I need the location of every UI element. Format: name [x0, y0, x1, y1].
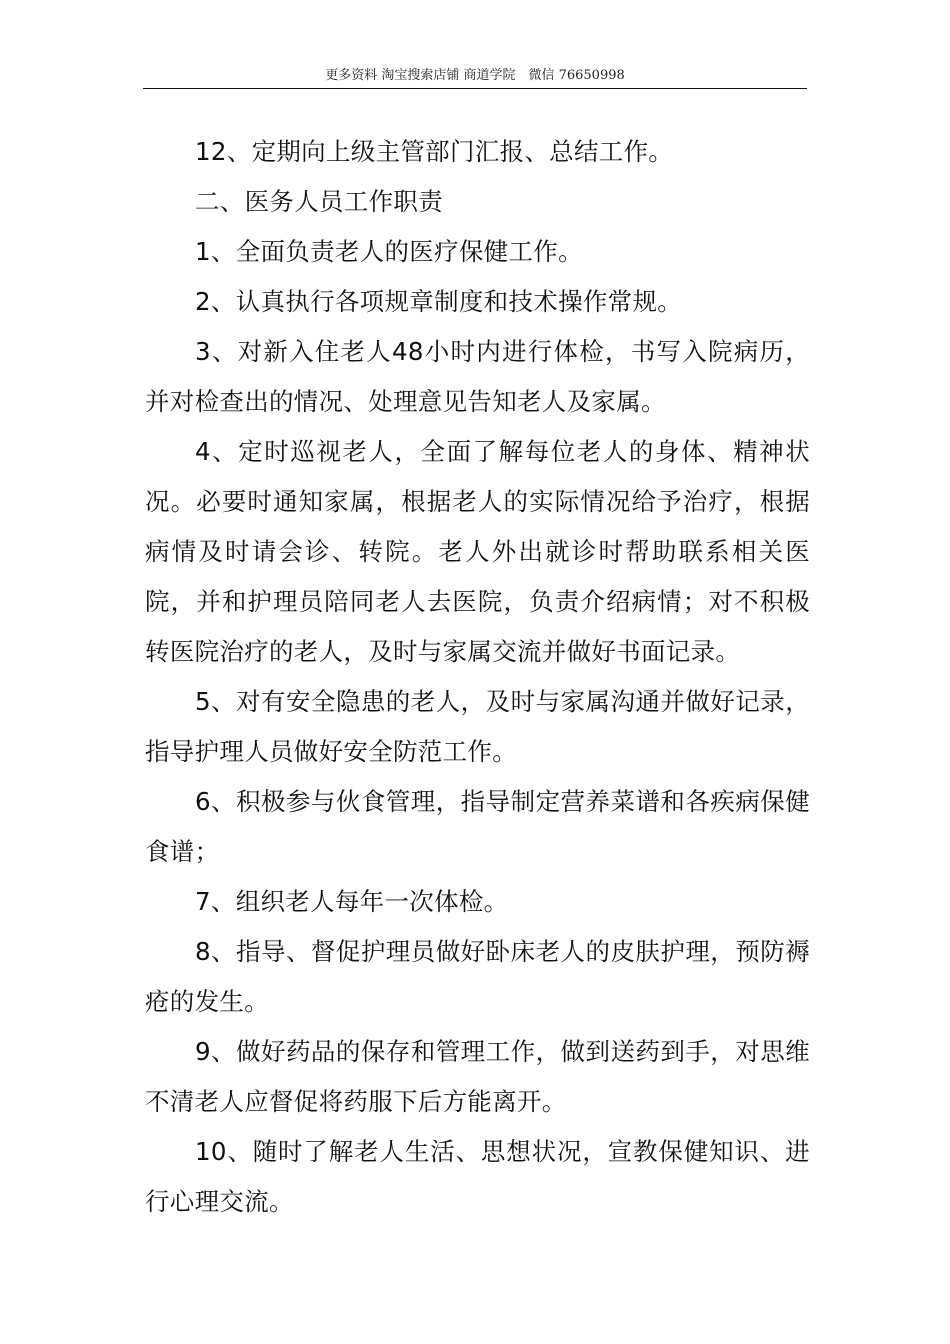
paragraph-item-9: 9、做好药品的保存和管理工作，做到送药到手，对思维不清老人应督促将药服下后方能离开。	[145, 1037, 810, 1116]
paragraph-item-8: 8、指导、督促护理员做好卧床老人的皮肤护理，预防褥疮的发生。	[145, 937, 810, 1016]
paragraph-item-4: 4、定时巡视老人，全面了解每位老人的身体、精神状况。必要时通知家属，根据老人的实际情况给予治疗，根据病情及时请会诊、转院。老人外出就诊时帮助联系相关医院，并和护理员陪同老人去医院，负责介绍病情；对不积极转医院治疗的老人，及时与家属交流并做好书面记录。	[145, 437, 810, 666]
paragraph-item-7: 7、组织老人每年一次体检。	[195, 887, 509, 916]
paragraph-item-2: 2、认真执行各项规章制度和技术操作常规。	[195, 287, 683, 316]
header-text: 更多资料 淘宝搜索店铺 商道学院 微信 76650998	[325, 68, 625, 83]
document-body	[145, 127, 810, 1227]
paragraph-item-3: 3、对新入住老人48小时内进行体检，书写入院病历，并对检查出的情况、处理意见告知老人及家属。	[145, 337, 810, 416]
paragraph-item-12: 12、定期向上级主管部门汇报、总结工作。	[195, 137, 674, 166]
page-header	[143, 66, 807, 89]
paragraph-item-1: 1、全面负责老人的医疗保健工作。	[195, 237, 583, 266]
paragraph-item-5: 5、对有安全隐患的老人，及时与家属沟通并做好记录，指导护理人员做好安全防范工作。	[145, 687, 810, 766]
section-heading-medical-staff: 二、医务人员工作职责	[195, 187, 443, 216]
paragraph-item-6: 6、积极参与伙食管理，指导制定营养菜谱和各疾病保健食谱；	[145, 787, 810, 866]
paragraph-item-10: 10、随时了解老人生活、思想状况，宣教保健知识、进行心理交流。	[145, 1137, 810, 1216]
